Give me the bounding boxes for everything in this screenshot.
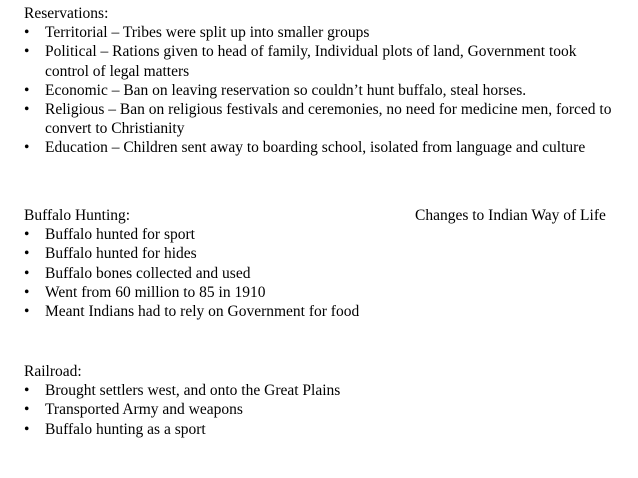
- bullet-icon: •: [24, 226, 30, 244]
- list-item: [24, 400, 444, 419]
- buffalo-hunting-heading: Buffalo Hunting:: [24, 207, 131, 224]
- railroad-section: [24, 362, 444, 439]
- list-item: [24, 264, 424, 283]
- railroad-list: [24, 381, 444, 439]
- reservations-list: [24, 23, 620, 157]
- list-item: [24, 302, 424, 321]
- bullet-icon: •: [24, 264, 30, 282]
- list-item: [24, 420, 444, 439]
- list-item: [24, 138, 620, 157]
- railroad-heading: Railroad:: [24, 363, 82, 380]
- bullet-icon: •: [24, 101, 30, 119]
- bullet-icon: •: [24, 24, 30, 42]
- list-item-text: Meant Indians had to rely on Government for food: [45, 303, 360, 321]
- list-item-text: Political – Rations given to head of family, Individual plots of land, Government took control of legal matters: [45, 43, 577, 80]
- list-item-text: Transported Army and weapons: [45, 401, 243, 419]
- list-item-text: Education – Children sent away to boarding school, isolated from language and culture: [45, 139, 586, 157]
- reservations-heading: Reservations:: [24, 5, 109, 22]
- list-item-text: Went from 60 million to 85 in 1910: [45, 283, 266, 301]
- list-item-text: Buffalo hunted for hides: [45, 245, 197, 263]
- side-note-title: Changes to Indian Way of Life: [415, 207, 606, 224]
- bullet-icon: •: [24, 420, 30, 438]
- buffalo-hunting-list: [24, 225, 424, 321]
- list-item: [24, 283, 424, 302]
- reservations-section: [24, 4, 620, 158]
- bullet-icon: •: [24, 401, 30, 419]
- bullet-icon: •: [24, 43, 30, 61]
- list-item: [24, 244, 424, 263]
- list-item-text: Brought settlers west, and onto the Great Plains: [45, 382, 341, 400]
- list-item: [24, 225, 424, 244]
- bullet-icon: •: [24, 382, 30, 400]
- list-item: [24, 100, 620, 138]
- list-item-text: Economic – Ban on leaving reservation so couldn’t hunt buffalo, steal horses.: [45, 81, 527, 99]
- list-item: [24, 381, 444, 400]
- bullet-icon: •: [24, 81, 30, 99]
- list-item-text: Religious – Ban on religious festivals and ceremonies, no need for medicine men, forced to convert to Christianity: [45, 101, 612, 138]
- list-item-text: Buffalo bones collected and used: [45, 264, 251, 282]
- list-item: [24, 42, 620, 80]
- bullet-icon: •: [24, 303, 30, 321]
- bullet-icon: •: [24, 283, 30, 301]
- list-item: [24, 23, 620, 42]
- list-item: [24, 81, 620, 100]
- list-item-text: Buffalo hunted for sport: [45, 226, 195, 244]
- bullet-icon: •: [24, 139, 30, 157]
- bullet-icon: •: [24, 245, 30, 263]
- buffalo-hunting-section: [24, 206, 424, 321]
- list-item-text: Buffalo hunting as a sport: [45, 420, 206, 438]
- list-item-text: Territorial – Tribes were split up into smaller groups: [45, 24, 370, 42]
